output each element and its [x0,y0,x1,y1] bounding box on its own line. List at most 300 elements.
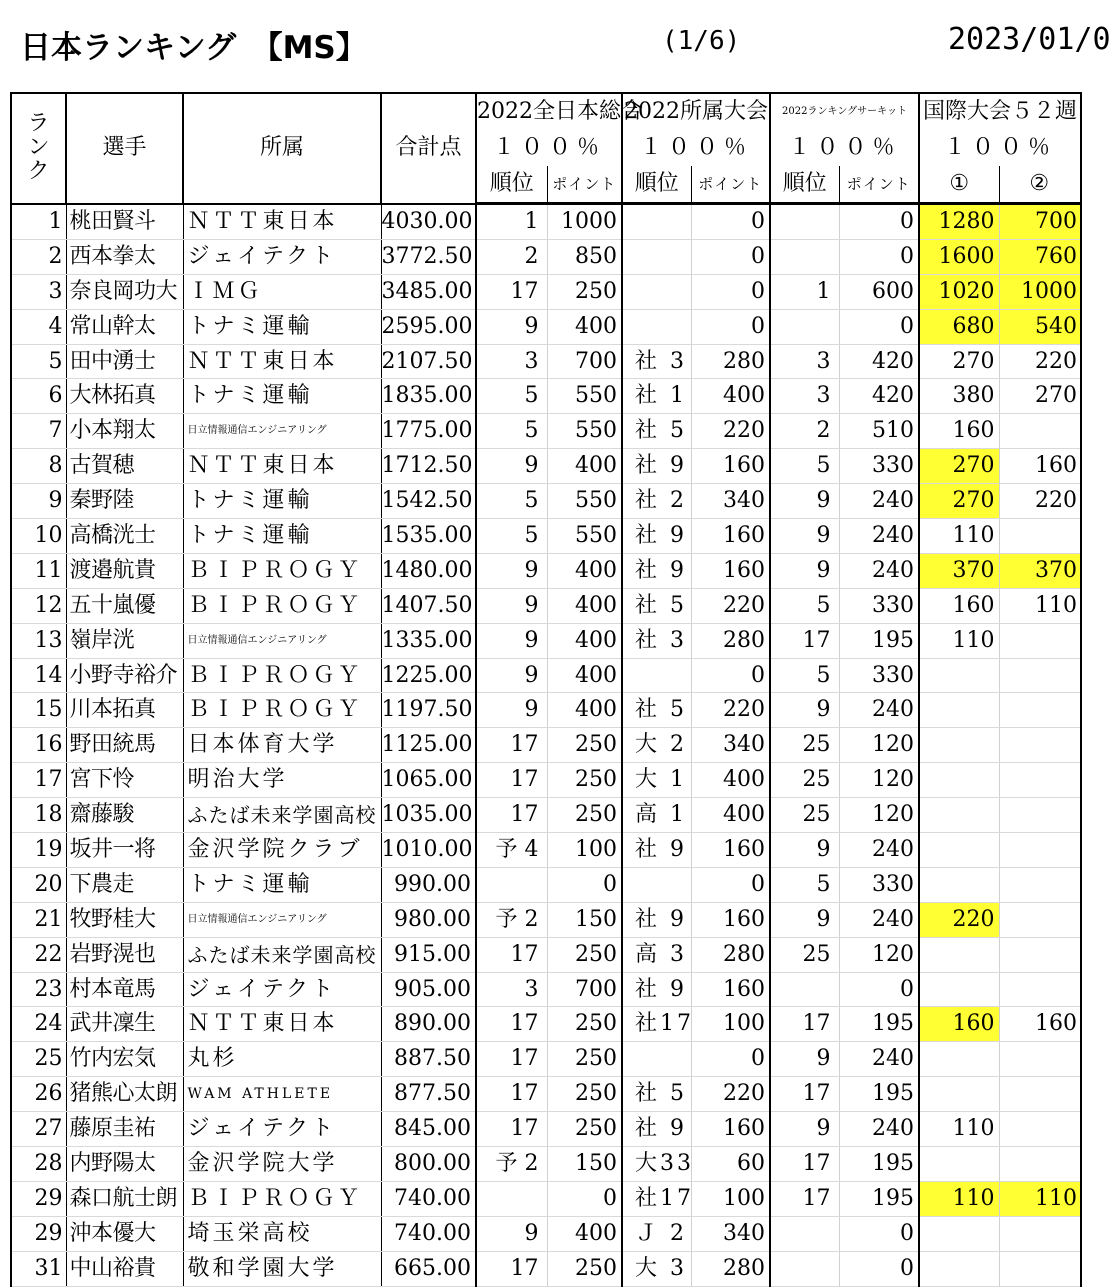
all-japan-points: 400 [547,309,622,344]
total-points: 1407.50 [381,588,476,623]
all-japan-points: 550 [547,414,622,449]
rank-cell: 21 [11,902,66,937]
intl-points-1: 110 [919,1181,999,1216]
total-points: 1197.50 [381,693,476,728]
rank-cell: 7 [11,414,66,449]
team-name: 日本体育大学 [183,728,381,763]
intl-points-2 [999,519,1081,554]
circuit-rank [770,1216,839,1251]
circuit-points: 240 [839,553,919,588]
affiliation-rank: 社 9 [622,449,691,484]
total-points: 1065.00 [381,763,476,798]
intl-points-2: 220 [999,344,1081,379]
team-name: 埼玉栄高校 [183,1216,381,1251]
all-japan-rank: 17 [476,728,547,763]
intl-points-1: 110 [919,623,999,658]
rank-cell: 9 [11,484,66,519]
total-points: 740.00 [381,1181,476,1216]
total-points: 877.50 [381,1077,476,1112]
player-name: 内野陽太 [66,1147,183,1182]
affiliation-rank: 社17 [622,1007,691,1042]
total-points: 1035.00 [381,798,476,833]
circuit-rank: 9 [770,484,839,519]
intl-points-1 [919,1251,999,1286]
all-japan-points: 250 [547,1251,622,1286]
affiliation-points: 100 [691,1007,770,1042]
rank-cell: 17 [11,763,66,798]
intl-points-1: 220 [919,902,999,937]
player-name: 岩野滉也 [66,937,183,972]
all-japan-points: 400 [547,588,622,623]
table-row [11,588,1081,623]
table-row [11,274,1081,309]
player-name: 齋藤駿 [66,798,183,833]
table-row [11,344,1081,379]
circuit-rank: 5 [770,867,839,902]
circuit-points: 240 [839,519,919,554]
player-name: 小野寺裕介 [66,658,183,693]
intl-points-2: 110 [999,1181,1081,1216]
intl-points-1: 160 [919,1007,999,1042]
circuit-rank: 17 [770,1147,839,1182]
intl-points-1: 110 [919,519,999,554]
table-row [11,763,1081,798]
all-japan-points: 250 [547,1112,622,1147]
intl-points-2 [999,798,1081,833]
circuit-rank: 5 [770,658,839,693]
player-name: 嶺岸洸 [66,623,183,658]
all-japan-points: 400 [547,623,622,658]
all-japan-rank: 予 2 [476,1147,547,1182]
team-name: ジェイテクト [183,972,381,1007]
rank-cell: 11 [11,553,66,588]
circuit-points: 420 [839,344,919,379]
circuit-rank: 9 [770,902,839,937]
all-japan-points: 250 [547,1042,622,1077]
team-name: ＢＩＰＲＯＧＹ [183,588,381,623]
team-name: トナミ運輸 [183,379,381,414]
total-points: 1125.00 [381,728,476,763]
all-japan-rank: 予 2 [476,902,547,937]
affiliation-points: 340 [691,728,770,763]
total-points: 905.00 [381,972,476,1007]
affiliation-rank: 社 5 [622,693,691,728]
total-points: 980.00 [381,902,476,937]
table-row [11,867,1081,902]
table-row [11,1112,1081,1147]
page-indicator: (1/6) [662,26,741,56]
header-pct: １００％ [476,130,622,166]
team-name: トナミ運輸 [183,519,381,554]
intl-points-1: 110 [919,1112,999,1147]
all-japan-rank: 3 [476,972,547,1007]
all-japan-rank: 3 [476,344,547,379]
circuit-points: 120 [839,728,919,763]
all-japan-rank: 17 [476,1112,547,1147]
all-japan-rank: 2 [476,239,547,274]
circuit-points: 0 [839,239,919,274]
rank-cell: 24 [11,1007,66,1042]
affiliation-points: 160 [691,519,770,554]
intl-points-2: 700 [999,204,1081,240]
header-row-events [11,93,1081,130]
all-japan-points: 250 [547,937,622,972]
header-intl-2: ② [999,166,1081,204]
header-sub-point: ポイント [547,166,622,204]
header-team: 所属 [183,93,381,204]
table-row [11,204,1081,240]
total-points: 1542.50 [381,484,476,519]
team-name: ＮＴＴ東日本 [183,1007,381,1042]
affiliation-rank: 大33 [622,1147,691,1182]
all-japan-points: 700 [547,344,622,379]
all-japan-rank: 5 [476,519,547,554]
total-points: 4030.00 [381,204,476,240]
intl-points-2: 160 [999,1007,1081,1042]
circuit-points: 195 [839,1007,919,1042]
team-name: ＩＭＧ [183,274,381,309]
intl-points-1 [919,658,999,693]
team-name: ＮＴＴ東日本 [183,204,381,240]
affiliation-rank [622,867,691,902]
intl-points-2 [999,658,1081,693]
all-japan-points: 400 [547,553,622,588]
team-name: 敬和学園大学 [183,1251,381,1286]
total-points: 1775.00 [381,414,476,449]
affiliation-points: 280 [691,937,770,972]
circuit-points: 120 [839,763,919,798]
table-row [11,449,1081,484]
intl-points-2: 760 [999,239,1081,274]
affiliation-points: 220 [691,1077,770,1112]
circuit-rank: 17 [770,1181,839,1216]
affiliation-points: 60 [691,1147,770,1182]
rank-cell: 16 [11,728,66,763]
rank-cell: 28 [11,1147,66,1182]
all-japan-points: 400 [547,658,622,693]
circuit-points: 600 [839,274,919,309]
team-name: ジェイテクト [183,239,381,274]
table-row [11,1216,1081,1251]
affiliation-points: 220 [691,414,770,449]
total-points: 665.00 [381,1251,476,1286]
circuit-points: 120 [839,937,919,972]
circuit-rank: 5 [770,588,839,623]
header-rank: ラ ン ク [11,93,66,204]
affiliation-rank [622,239,691,274]
circuit-rank: 3 [770,344,839,379]
header-total: 合計点 [381,93,476,204]
affiliation-points: 280 [691,623,770,658]
circuit-rank: 9 [770,519,839,554]
circuit-points: 0 [839,204,919,240]
intl-points-2: 220 [999,484,1081,519]
all-japan-rank: 17 [476,274,547,309]
table-row [11,833,1081,868]
intl-points-1: 370 [919,553,999,588]
report-date: 2023/01/0 [948,22,1111,57]
affiliation-rank: 大 2 [622,728,691,763]
circuit-points: 240 [839,833,919,868]
intl-points-2: 110 [999,588,1081,623]
team-name: ふたば未来学園高校 [183,937,381,972]
circuit-rank: 3 [770,379,839,414]
circuit-rank: 25 [770,798,839,833]
total-points: 915.00 [381,937,476,972]
circuit-rank: 25 [770,763,839,798]
affiliation-points: 160 [691,902,770,937]
circuit-rank: 25 [770,728,839,763]
affiliation-points: 400 [691,763,770,798]
rank-cell: 5 [11,344,66,379]
intl-points-2: 370 [999,553,1081,588]
affiliation-points: 340 [691,1216,770,1251]
all-japan-points: 250 [547,798,622,833]
circuit-rank [770,972,839,1007]
affiliation-points: 0 [691,274,770,309]
table-row [11,902,1081,937]
intl-points-2: 270 [999,379,1081,414]
affiliation-points: 0 [691,1042,770,1077]
affiliation-rank: 社17 [622,1181,691,1216]
total-points: 887.50 [381,1042,476,1077]
intl-points-1: 1600 [919,239,999,274]
intl-points-1 [919,763,999,798]
circuit-points: 120 [839,798,919,833]
intl-points-2 [999,1077,1081,1112]
all-japan-points: 150 [547,902,622,937]
intl-points-2 [999,937,1081,972]
circuit-rank: 9 [770,553,839,588]
header-sub-rank: 順位 [770,166,839,204]
player-name: 藤原圭祐 [66,1112,183,1147]
total-points: 1835.00 [381,379,476,414]
affiliation-rank [622,658,691,693]
affiliation-rank: 社 9 [622,519,691,554]
affiliation-rank [622,274,691,309]
player-name: 猪熊心太朗 [66,1077,183,1112]
affiliation-rank [622,309,691,344]
intl-points-2 [999,414,1081,449]
affiliation-points: 220 [691,693,770,728]
rank-cell: 22 [11,937,66,972]
intl-points-2 [999,867,1081,902]
all-japan-points: 0 [547,1181,622,1216]
team-name: ＢＩＰＲＯＧＹ [183,1181,381,1216]
header-intl-1: ① [919,166,999,204]
player-name: 下農走 [66,867,183,902]
intl-points-1 [919,833,999,868]
page-title: 日本ランキング 【MS】 [20,30,367,66]
table-row [11,519,1081,554]
rank-cell: 4 [11,309,66,344]
player-name: 秦野陸 [66,484,183,519]
affiliation-points: 280 [691,344,770,379]
player-name: 西本拳太 [66,239,183,274]
all-japan-rank: 9 [476,623,547,658]
intl-points-2 [999,1112,1081,1147]
rank-cell: 15 [11,693,66,728]
player-name: 竹内宏気 [66,1042,183,1077]
circuit-rank: 17 [770,623,839,658]
intl-points-1: 160 [919,414,999,449]
header-sub-point: ポイント [839,166,919,204]
circuit-points: 240 [839,1112,919,1147]
player-name: 宮下怜 [66,763,183,798]
all-japan-rank: 17 [476,1251,547,1286]
intl-points-1 [919,1042,999,1077]
all-japan-points: 250 [547,728,622,763]
circuit-rank: 9 [770,693,839,728]
total-points: 1480.00 [381,553,476,588]
table-row [11,414,1081,449]
ranking-table [10,92,1082,1287]
intl-points-2 [999,1147,1081,1182]
rank-cell: 26 [11,1077,66,1112]
affiliation-points: 0 [691,309,770,344]
circuit-points: 240 [839,902,919,937]
table-row [11,484,1081,519]
player-name: 桃田賢斗 [66,204,183,240]
table-row [11,553,1081,588]
intl-points-1 [919,937,999,972]
circuit-points: 195 [839,1147,919,1182]
table-row [11,1147,1081,1182]
all-japan-points: 850 [547,239,622,274]
all-japan-points: 250 [547,1077,622,1112]
all-japan-rank: 9 [476,693,547,728]
header-pct: １００％ [770,130,919,166]
all-japan-rank: 9 [476,309,547,344]
player-name: 武井凜生 [66,1007,183,1042]
header-event-all-japan: 2022全日本総合 [476,93,622,130]
header-event-international: 国際大会５２週 [919,93,1081,130]
all-japan-points: 0 [547,867,622,902]
circuit-points: 195 [839,1077,919,1112]
affiliation-rank: 社 9 [622,553,691,588]
affiliation-points: 0 [691,867,770,902]
rank-cell: 20 [11,867,66,902]
table-row [11,1007,1081,1042]
rank-cell: 23 [11,972,66,1007]
all-japan-points: 150 [547,1147,622,1182]
affiliation-rank [622,204,691,240]
all-japan-rank [476,867,547,902]
player-name: 古賀穂 [66,449,183,484]
all-japan-rank: 17 [476,763,547,798]
circuit-rank: 9 [770,833,839,868]
rank-cell: 6 [11,379,66,414]
all-japan-rank: 17 [476,937,547,972]
affiliation-rank: 社 3 [622,623,691,658]
player-name: 大林拓真 [66,379,183,414]
affiliation-rank: 社 9 [622,902,691,937]
team-name: ジェイテクト [183,1112,381,1147]
circuit-points: 510 [839,414,919,449]
rank-cell: 27 [11,1112,66,1147]
page-header [0,0,1111,90]
intl-points-1 [919,693,999,728]
header-sub-point: ポイント [691,166,770,204]
team-name: ＢＩＰＲＯＧＹ [183,693,381,728]
all-japan-points: 400 [547,1216,622,1251]
all-japan-points: 550 [547,379,622,414]
affiliation-rank: 大 1 [622,763,691,798]
affiliation-rank: 大 3 [622,1251,691,1286]
affiliation-rank: Ｊ 2 [622,1216,691,1251]
rank-cell: 1 [11,204,66,240]
circuit-points: 0 [839,1216,919,1251]
all-japan-rank: 9 [476,1216,547,1251]
affiliation-points: 280 [691,1251,770,1286]
circuit-points: 240 [839,693,919,728]
table-row [11,937,1081,972]
intl-points-1 [919,972,999,1007]
table-row [11,728,1081,763]
table-row [11,1042,1081,1077]
player-name: 野田統馬 [66,728,183,763]
player-name: 奈良岡功大 [66,274,183,309]
circuit-points: 420 [839,379,919,414]
intl-points-1 [919,728,999,763]
affiliation-rank: 社 5 [622,1077,691,1112]
affiliation-rank: 社 1 [622,379,691,414]
circuit-rank [770,204,839,240]
rank-cell: 3 [11,274,66,309]
intl-points-1 [919,798,999,833]
intl-points-1: 380 [919,379,999,414]
circuit-rank [770,239,839,274]
total-points: 990.00 [381,867,476,902]
all-japan-points: 250 [547,274,622,309]
circuit-points: 0 [839,972,919,1007]
all-japan-points: 550 [547,519,622,554]
intl-points-2 [999,1042,1081,1077]
affiliation-points: 160 [691,449,770,484]
total-points: 1535.00 [381,519,476,554]
circuit-rank: 17 [770,1077,839,1112]
intl-points-2 [999,763,1081,798]
header-event-circuit: 2022ランキングサーキット [770,93,919,130]
table-row [11,1251,1081,1286]
total-points: 1225.00 [381,658,476,693]
intl-points-1: 1020 [919,274,999,309]
total-points: 890.00 [381,1007,476,1042]
affiliation-rank: 社 2 [622,484,691,519]
intl-points-2 [999,833,1081,868]
all-japan-points: 1000 [547,204,622,240]
affiliation-points: 160 [691,1112,770,1147]
circuit-rank [770,309,839,344]
header-sub-rank: 順位 [622,166,691,204]
all-japan-rank [476,1181,547,1216]
affiliation-points: 160 [691,833,770,868]
affiliation-rank: 高 3 [622,937,691,972]
intl-points-2 [999,693,1081,728]
team-name: 日立情報通信エンジニアリング [183,902,381,937]
rank-cell: 2 [11,239,66,274]
table-row [11,309,1081,344]
affiliation-rank: 社 5 [622,588,691,623]
header-sub-rank: 順位 [476,166,547,204]
affiliation-points: 160 [691,553,770,588]
rank-cell: 14 [11,658,66,693]
all-japan-points: 400 [547,693,622,728]
all-japan-points: 400 [547,449,622,484]
all-japan-points: 700 [547,972,622,1007]
rank-cell: 25 [11,1042,66,1077]
intl-points-1: 680 [919,309,999,344]
